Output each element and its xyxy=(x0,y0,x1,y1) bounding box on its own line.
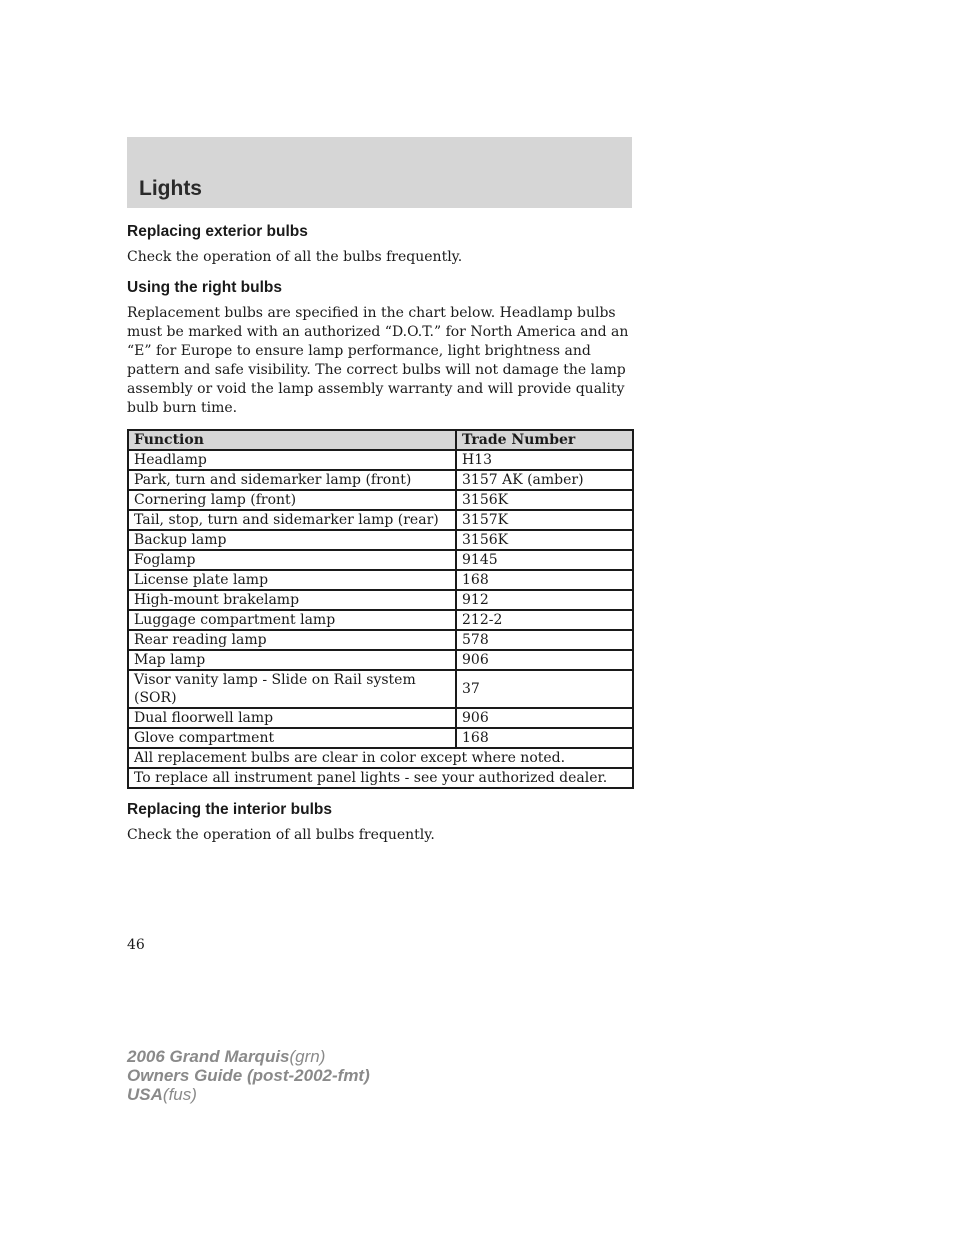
bulb-function-cell: Luggage compartment lamp xyxy=(128,610,456,630)
table-row xyxy=(128,510,633,530)
trade-number-cell: 212-2 xyxy=(456,610,633,630)
footer-line-model xyxy=(127,1047,370,1066)
trade-number-cell: 3156K xyxy=(456,490,633,510)
trade-number-cell: 3157 AK (amber) xyxy=(456,470,633,490)
table-note-row xyxy=(128,748,633,768)
section-title: Lights xyxy=(139,177,202,200)
trade-number-cell: 578 xyxy=(456,630,633,650)
document-footer xyxy=(127,1047,370,1104)
function-column-header: Function xyxy=(128,430,456,450)
table-row xyxy=(128,670,633,708)
bulb-function-cell: Backup lamp xyxy=(128,530,456,550)
table-row xyxy=(128,630,633,650)
bulb-function-cell: Dual floorwell lamp xyxy=(128,708,456,728)
bulb-function-cell: Foglamp xyxy=(128,550,456,570)
table-row xyxy=(128,550,633,570)
table-row xyxy=(128,530,633,550)
footer-line-market xyxy=(127,1085,370,1104)
trade-number-column-header: Trade Number xyxy=(456,430,633,450)
trade-number-cell: 37 xyxy=(456,670,633,708)
table-note: To replace all instrument panel lights - see your authorized dealer. xyxy=(128,768,633,788)
table-row xyxy=(128,708,633,728)
bulb-function-cell: Visor vanity lamp - Slide on Rail system (SOR) xyxy=(128,670,456,708)
exterior-bulbs-heading: Replacing exterior bulbs xyxy=(127,223,308,240)
table-row xyxy=(128,610,633,630)
bulb-function-cell: Rear reading lamp xyxy=(128,630,456,650)
trade-number-cell: 9145 xyxy=(456,550,633,570)
bulb-function-cell: Park, turn and sidemarker lamp (front) xyxy=(128,470,456,490)
table-body xyxy=(128,450,633,748)
footer-guide-name: Owners Guide (post-2002-fmt) xyxy=(127,1066,370,1085)
table-note: All replacement bulbs are clear in color except where noted. xyxy=(128,748,633,768)
bulb-function-cell: License plate lamp xyxy=(128,570,456,590)
page-number: 46 xyxy=(127,937,145,953)
bulb-function-cell: Glove compartment xyxy=(128,728,456,748)
interior-bulbs-text: Check the operation of all bulbs frequently. xyxy=(127,827,435,843)
bulb-function-cell: Headlamp xyxy=(128,450,456,470)
trade-number-cell: 3157K xyxy=(456,510,633,530)
exterior-bulbs-text: Check the operation of all the bulbs frequently. xyxy=(127,249,463,265)
table-row xyxy=(128,728,633,748)
table-row xyxy=(128,490,633,510)
footer-market-code: (fus) xyxy=(162,1085,197,1104)
table-row xyxy=(128,570,633,590)
right-bulbs-heading: Using the right bulbs xyxy=(127,279,282,296)
right-bulbs-text: Replacement bulbs are specified in the chart below. Headlamp bulbs must be marked with an authorized “D.O.T.” for North America and an “E” for Europe to ensure lamp performance, light brightness and pattern and safe visibility. The correct bulbs will not damage the lamp assembly or void the lamp assembly warranty and will provide quality bulb burn time. xyxy=(127,305,629,416)
trade-number-cell: 168 xyxy=(456,728,633,748)
bulb-specification-table xyxy=(127,429,634,789)
table-row xyxy=(128,450,633,470)
table-row xyxy=(128,590,633,610)
trade-number-cell: 168 xyxy=(456,570,633,590)
table-row xyxy=(128,470,633,490)
bulb-function-cell: Tail, stop, turn and sidemarker lamp (rear) xyxy=(128,510,456,530)
table-header-row xyxy=(128,430,633,450)
footer-model-name: 2006 Grand Marquis xyxy=(127,1047,290,1066)
bulb-function-cell: Map lamp xyxy=(128,650,456,670)
footer-line-guide xyxy=(127,1066,370,1085)
bulb-function-cell: Cornering lamp (front) xyxy=(128,490,456,510)
section-header-band xyxy=(127,137,632,208)
table-row xyxy=(128,650,633,670)
footer-market-name: USA xyxy=(127,1085,163,1104)
trade-number-cell: 906 xyxy=(456,650,633,670)
bulb-function-cell: High-mount brakelamp xyxy=(128,590,456,610)
trade-number-cell: 3156K xyxy=(456,530,633,550)
trade-number-cell: 906 xyxy=(456,708,633,728)
footer-model-code: (grn) xyxy=(289,1047,326,1066)
interior-bulbs-heading: Replacing the interior bulbs xyxy=(127,801,332,818)
table-note-row xyxy=(128,768,633,788)
page-content xyxy=(127,222,632,845)
trade-number-cell: H13 xyxy=(456,450,633,470)
trade-number-cell: 912 xyxy=(456,590,633,610)
